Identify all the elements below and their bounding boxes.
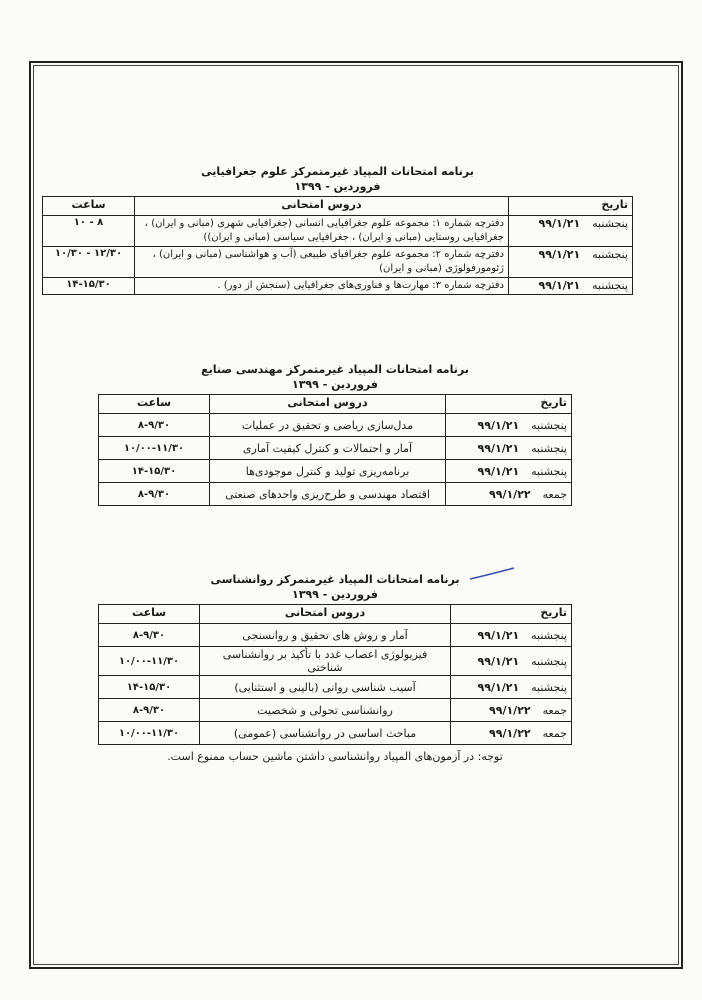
course-cell: مباحث اساسی در روانشناسی (عمومی) bbox=[200, 722, 451, 745]
date: ۹۹/۱/۲۲ bbox=[489, 703, 531, 717]
pen-mark bbox=[468, 566, 518, 582]
course-cell: دفترچه شماره ۱: مجموعه علوم جغرافیایی انسانی (جغرافیایی شهری (مبانی و ایران) ، جغرافیایی روستایی (مبانی و ایران) ، جغرافیایی سیاسی (مبانی و ایران)) bbox=[135, 216, 509, 247]
day: جمعه bbox=[542, 726, 567, 740]
section-subtitle: فروردین - ۱۳۹۹ bbox=[292, 378, 378, 391]
date: ۹۹/۱/۲۱ bbox=[538, 217, 581, 230]
time-cell: ۱۰/۳۰ - ۱۲/۳۰ bbox=[43, 247, 135, 278]
date: ۹۹/۱/۲۱ bbox=[538, 279, 581, 292]
course-cell: مدل‌سازی ریاضی و تحقیق در عملیات bbox=[210, 414, 446, 437]
table-row bbox=[43, 278, 633, 295]
psychology-block bbox=[98, 572, 572, 765]
table-row bbox=[99, 483, 572, 506]
header-date: تاریخ bbox=[509, 197, 633, 216]
schedule-table bbox=[42, 196, 633, 295]
time-cell: ۱۴-۱۵/۳۰ bbox=[99, 460, 210, 483]
table-row bbox=[99, 647, 572, 676]
header-courses: دروس امتحانی bbox=[210, 395, 446, 414]
header-courses: دروس امتحانی bbox=[200, 605, 451, 624]
geography-schedule bbox=[42, 164, 633, 295]
schedule-table bbox=[98, 604, 572, 745]
date: ۹۹/۱/۲۱ bbox=[477, 418, 520, 432]
table-row bbox=[99, 722, 572, 745]
table-row bbox=[99, 699, 572, 722]
day: پنجشنبه bbox=[592, 279, 628, 292]
calculator-note: توجه: در آزمون‌های المپیاد روانشناسی داشتن ماشین حساب ممنوع است. bbox=[167, 750, 503, 763]
psychology-schedule bbox=[98, 572, 572, 745]
table-row bbox=[43, 216, 633, 247]
header-row bbox=[99, 605, 572, 624]
time-cell: ۸-۹/۳۰ bbox=[99, 699, 200, 722]
day: پنجشنبه bbox=[531, 628, 567, 642]
date: ۹۹/۱/۲۱ bbox=[477, 628, 520, 642]
section-subtitle: فروردین - ۱۳۹۹ bbox=[292, 588, 378, 601]
table-row bbox=[99, 460, 572, 483]
date-cell bbox=[509, 278, 633, 295]
day: پنجشنبه bbox=[531, 680, 567, 694]
date-cell bbox=[451, 699, 572, 722]
table-row bbox=[99, 414, 572, 437]
date-cell bbox=[509, 247, 633, 278]
course-cell: برنامه‌ریزی تولید و کنترل موجودی‌ها bbox=[210, 460, 446, 483]
time-cell: ۸-۹/۳۰ bbox=[99, 624, 200, 647]
time-cell: ۱۰/۰۰-۱۱/۳۰ bbox=[99, 647, 200, 676]
section-title: برنامه امتحانات المپیاد غیرمتمرکز روانشناسی bbox=[210, 573, 460, 586]
day: پنجشنبه bbox=[531, 654, 567, 668]
date: ۹۹/۱/۲۱ bbox=[538, 248, 581, 261]
header-time: ساعت bbox=[99, 605, 200, 624]
course-cell: اقتصاد مهندسی و طرح‌ریزی واحدهای صنعتی bbox=[210, 483, 446, 506]
header-date: تاریخ bbox=[446, 395, 572, 414]
date: ۹۹/۱/۲۱ bbox=[477, 680, 520, 694]
time-cell: ۱۴-۱۵/۳۰ bbox=[43, 278, 135, 295]
date-cell bbox=[451, 676, 572, 699]
time-cell: ۱۰/۰۰-۱۱/۳۰ bbox=[99, 437, 210, 460]
date-cell bbox=[451, 647, 572, 676]
course-cell: آسیب شناسی روانی (بالینی و استثنایی) bbox=[200, 676, 451, 699]
header-courses: دروس امتحانی bbox=[135, 197, 509, 216]
header-time: ساعت bbox=[99, 395, 210, 414]
header-time: ساعت bbox=[43, 197, 135, 216]
day: پنجشنبه bbox=[531, 441, 567, 455]
day: جمعه bbox=[542, 703, 567, 717]
time-cell: ۸-۹/۳۰ bbox=[99, 414, 210, 437]
table-row bbox=[43, 247, 633, 278]
date-cell bbox=[446, 483, 572, 506]
date-cell bbox=[446, 437, 572, 460]
time-cell: ۸-۹/۳۰ bbox=[99, 483, 210, 506]
table-row bbox=[99, 437, 572, 460]
header-row bbox=[99, 395, 572, 414]
date: ۹۹/۱/۲۲ bbox=[489, 726, 531, 740]
table-row bbox=[99, 676, 572, 699]
date-cell bbox=[451, 624, 572, 647]
date: ۹۹/۱/۲۱ bbox=[477, 441, 520, 455]
schedule-table bbox=[98, 394, 572, 506]
day: پنجشنبه bbox=[592, 248, 628, 261]
date-cell bbox=[446, 460, 572, 483]
header-date: تاریخ bbox=[451, 605, 572, 624]
course-cell: دفترچه شماره ۲: مجموعه علوم جغرافیای طبیعی (آب و هواشناسی (مبانی و ایران) ، ژئومورفولوژی (مبانی و ایران) bbox=[135, 247, 509, 278]
section-subtitle: فروردین - ۱۳۹۹ bbox=[294, 180, 381, 193]
course-cell: دفترچه شماره ۳: مهارت‌ها و فناوری‌های جغرافیایی (سنجش از دور) . bbox=[135, 278, 509, 295]
date: ۹۹/۱/۲۲ bbox=[489, 487, 531, 501]
date: ۹۹/۱/۲۱ bbox=[477, 464, 520, 478]
course-cell: آمار و احتمالات و کنترل کیفیت آماری bbox=[210, 437, 446, 460]
date: ۹۹/۱/۲۱ bbox=[477, 654, 520, 668]
day: پنجشنبه bbox=[592, 217, 628, 230]
date-cell bbox=[446, 414, 572, 437]
course-cell: فیزیولوژی اعصاب غدد با تأکید بر روانشناسی شناختی bbox=[200, 647, 451, 676]
course-cell: آمار و روش های تحقیق و روانسنجی bbox=[200, 624, 451, 647]
date-cell bbox=[451, 722, 572, 745]
day: پنجشنبه bbox=[531, 464, 567, 478]
section-title: برنامه امتحانات المپیاد غیرمتمرکز مهندسی صنایع bbox=[201, 363, 469, 376]
table-row bbox=[99, 624, 572, 647]
time-cell: ۱۰ - ۸ bbox=[43, 216, 135, 247]
course-cell: روانشناسی تحولی و شخصیت bbox=[200, 699, 451, 722]
date-cell bbox=[509, 216, 633, 247]
section-title: برنامه امتحانات المپیاد غیرمتمرکز علوم جغرافیایی bbox=[201, 165, 474, 178]
time-cell: ۱۰/۰۰-۱۱/۳۰ bbox=[99, 722, 200, 745]
time-cell: ۱۴-۱۵/۳۰ bbox=[99, 676, 200, 699]
industrial-engineering-schedule bbox=[98, 362, 572, 506]
day: پنجشنبه bbox=[531, 418, 567, 432]
header-row bbox=[43, 197, 633, 216]
day: جمعه bbox=[542, 487, 567, 501]
